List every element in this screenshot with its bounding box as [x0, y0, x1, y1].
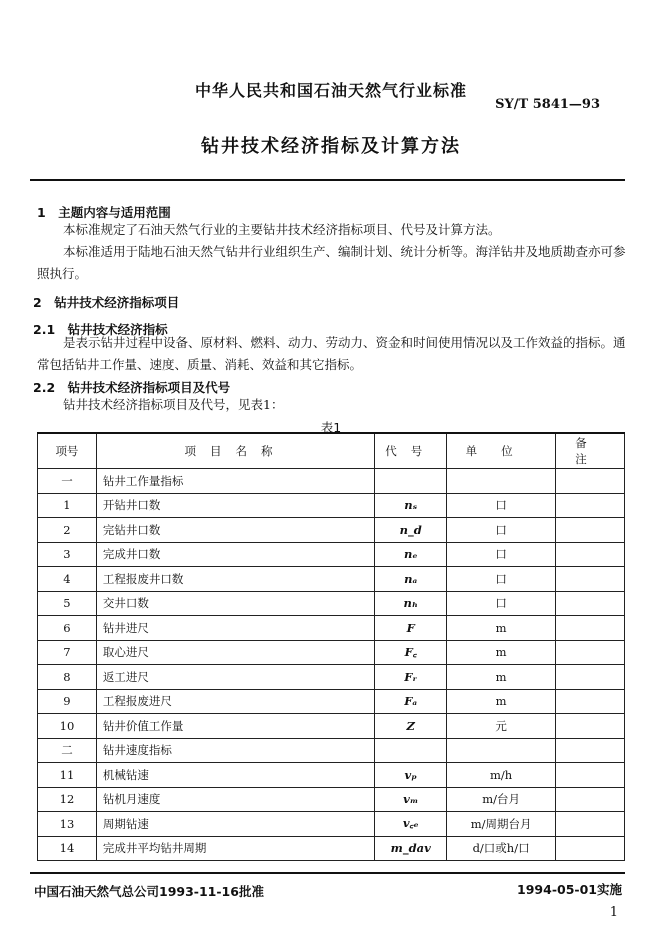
table-header-row [38, 433, 625, 469]
cell-name: 工程报废井口数 [96, 567, 374, 592]
section-2-1-heading: 2.1 钻井技术经济指标 [33, 322, 168, 337]
table-caption: 表1 [320, 420, 342, 435]
cell-unit: 口 [447, 518, 556, 543]
cell-name: 钻机月速度 [96, 787, 374, 812]
cell-code [375, 469, 447, 494]
cell-no: 8 [38, 665, 97, 690]
cell-no: 14 [38, 836, 97, 861]
cell-unit: m/h [447, 763, 556, 788]
cell-code: F꜀ [375, 640, 447, 665]
table-row [38, 738, 625, 763]
cell-no: 11 [38, 763, 97, 788]
cell-code: F [375, 616, 447, 641]
page-number: 1 [609, 905, 618, 920]
cell-name: 完成井平均钻井周期 [96, 836, 374, 861]
table-row [38, 689, 625, 714]
cell-no: 4 [38, 567, 97, 592]
cell-remark [555, 812, 624, 837]
cell-name: 交井口数 [96, 591, 374, 616]
cell-unit: 口 [447, 493, 556, 518]
document-title: 钻井技术经济指标及计算方法 [201, 136, 461, 157]
table-row [38, 518, 625, 543]
table-row [38, 493, 625, 518]
cell-remark [555, 714, 624, 739]
table-row [38, 714, 625, 739]
section-1-heading: 1 主题内容与适用范围 [37, 205, 171, 220]
cell-name: 钻井速度指标 [96, 738, 374, 763]
table-row [38, 616, 625, 641]
cell-remark [555, 665, 624, 690]
standard-code: SY/T 5841—93 [495, 97, 600, 112]
header-remark: 备注 [555, 433, 624, 469]
cell-code: nₛ [375, 493, 447, 518]
cell-code: Z [375, 714, 447, 739]
cell-name: 取心进尺 [96, 640, 374, 665]
cell-name: 钻井工作量指标 [96, 469, 374, 494]
table-row [38, 812, 625, 837]
table-row [38, 787, 625, 812]
cell-no: 7 [38, 640, 97, 665]
table-row [38, 763, 625, 788]
approval-line: 中国石油天然气总公司1993-11-16批准 [34, 884, 264, 899]
cell-unit: m [447, 616, 556, 641]
table-row [38, 665, 625, 690]
indicator-table [37, 432, 625, 861]
cell-no: 一 [38, 469, 97, 494]
table-row [38, 469, 625, 494]
cell-name: 钻井价值工作量 [96, 714, 374, 739]
table-row [38, 542, 625, 567]
section-2-1-paragraph: 是表示钻井过程中设备、原材料、燃料、动力、劳动力、资金和时间使用情况以及工作效益的指标。通常包括钻井工作量、速度、质量、消耗、效益和其它指标。 [37, 335, 626, 372]
cell-remark [555, 689, 624, 714]
cell-unit: 口 [447, 542, 556, 567]
cell-no: 6 [38, 616, 97, 641]
cell-no: 13 [38, 812, 97, 837]
cell-unit: d/口或h/口 [447, 836, 556, 861]
cell-remark [555, 836, 624, 861]
effective-date: 1994-05-01实施 [517, 882, 622, 897]
section-2-2-heading: 2.2 钻井技术经济指标项目及代号 [33, 380, 231, 395]
cell-name: 完成井口数 [96, 542, 374, 567]
cell-remark [555, 518, 624, 543]
cell-name: 工程报废进尺 [96, 689, 374, 714]
standard-title: 中华人民共和国石油天然气行业标准 [194, 81, 467, 100]
cell-code [375, 738, 447, 763]
cell-name: 周期钻速 [96, 812, 374, 837]
header-item-name: 项目名称 [96, 433, 374, 469]
section-1-paragraph-1: 本标准规定了石油天然气行业的主要钻井技术经济指标项目、代号及计算方法。 [63, 222, 501, 237]
table-row [38, 591, 625, 616]
cell-remark [555, 591, 624, 616]
cell-unit: 口 [447, 567, 556, 592]
cell-code: v꜀ₑ [375, 812, 447, 837]
bottom-rule [30, 872, 625, 874]
header-unit: 单位 [447, 433, 556, 469]
cell-unit [447, 738, 556, 763]
cell-no: 12 [38, 787, 97, 812]
cell-remark [555, 493, 624, 518]
header-item-no: 项号 [38, 433, 97, 469]
section-2-2-paragraph: 钻井技术经济指标项目及代号，见表1： [63, 397, 284, 412]
cell-unit: 口 [447, 591, 556, 616]
cell-name: 返工进尺 [96, 665, 374, 690]
cell-unit: m [447, 689, 556, 714]
cell-no: 3 [38, 542, 97, 567]
cell-unit: m/台月 [447, 787, 556, 812]
cell-code: Fᵣ [375, 665, 447, 690]
table-row [38, 836, 625, 861]
table-row [38, 640, 625, 665]
cell-code: m_dav [375, 836, 447, 861]
cell-code: vₚ [375, 763, 447, 788]
cell-code: nₑ [375, 542, 447, 567]
cell-code: nₐ [375, 567, 447, 592]
cell-unit: m [447, 640, 556, 665]
cell-remark [555, 738, 624, 763]
cell-code: n_d [375, 518, 447, 543]
cell-unit: 元 [447, 714, 556, 739]
cell-remark [555, 763, 624, 788]
table-row [38, 567, 625, 592]
cell-code: Fₐ [375, 689, 447, 714]
cell-unit: m [447, 665, 556, 690]
cell-name: 钻井进尺 [96, 616, 374, 641]
cell-name: 机械钻速 [96, 763, 374, 788]
cell-no: 2 [38, 518, 97, 543]
cell-remark [555, 616, 624, 641]
cell-no: 5 [38, 591, 97, 616]
cell-no: 二 [38, 738, 97, 763]
cell-remark [555, 567, 624, 592]
cell-unit: m/周期台月 [447, 812, 556, 837]
cell-remark [555, 469, 624, 494]
top-rule [30, 179, 625, 181]
cell-unit [447, 469, 556, 494]
section-1-paragraph-2: 本标准适用于陆地石油天然气钻井行业组织生产、编制计划、统计分析等。海洋钻井及地质勘查亦可参照执行。 [37, 244, 626, 281]
cell-name: 完钻井口数 [96, 518, 374, 543]
section-2-heading: 2 钻井技术经济指标项目 [33, 295, 180, 310]
cell-remark [555, 787, 624, 812]
cell-remark [555, 640, 624, 665]
cell-code: vₘ [375, 787, 447, 812]
cell-remark [555, 542, 624, 567]
cell-no: 10 [38, 714, 97, 739]
cell-code: nₕ [375, 591, 447, 616]
cell-name: 开钻井口数 [96, 493, 374, 518]
header-code: 代号 [375, 433, 447, 469]
cell-no: 1 [38, 493, 97, 518]
cell-no: 9 [38, 689, 97, 714]
